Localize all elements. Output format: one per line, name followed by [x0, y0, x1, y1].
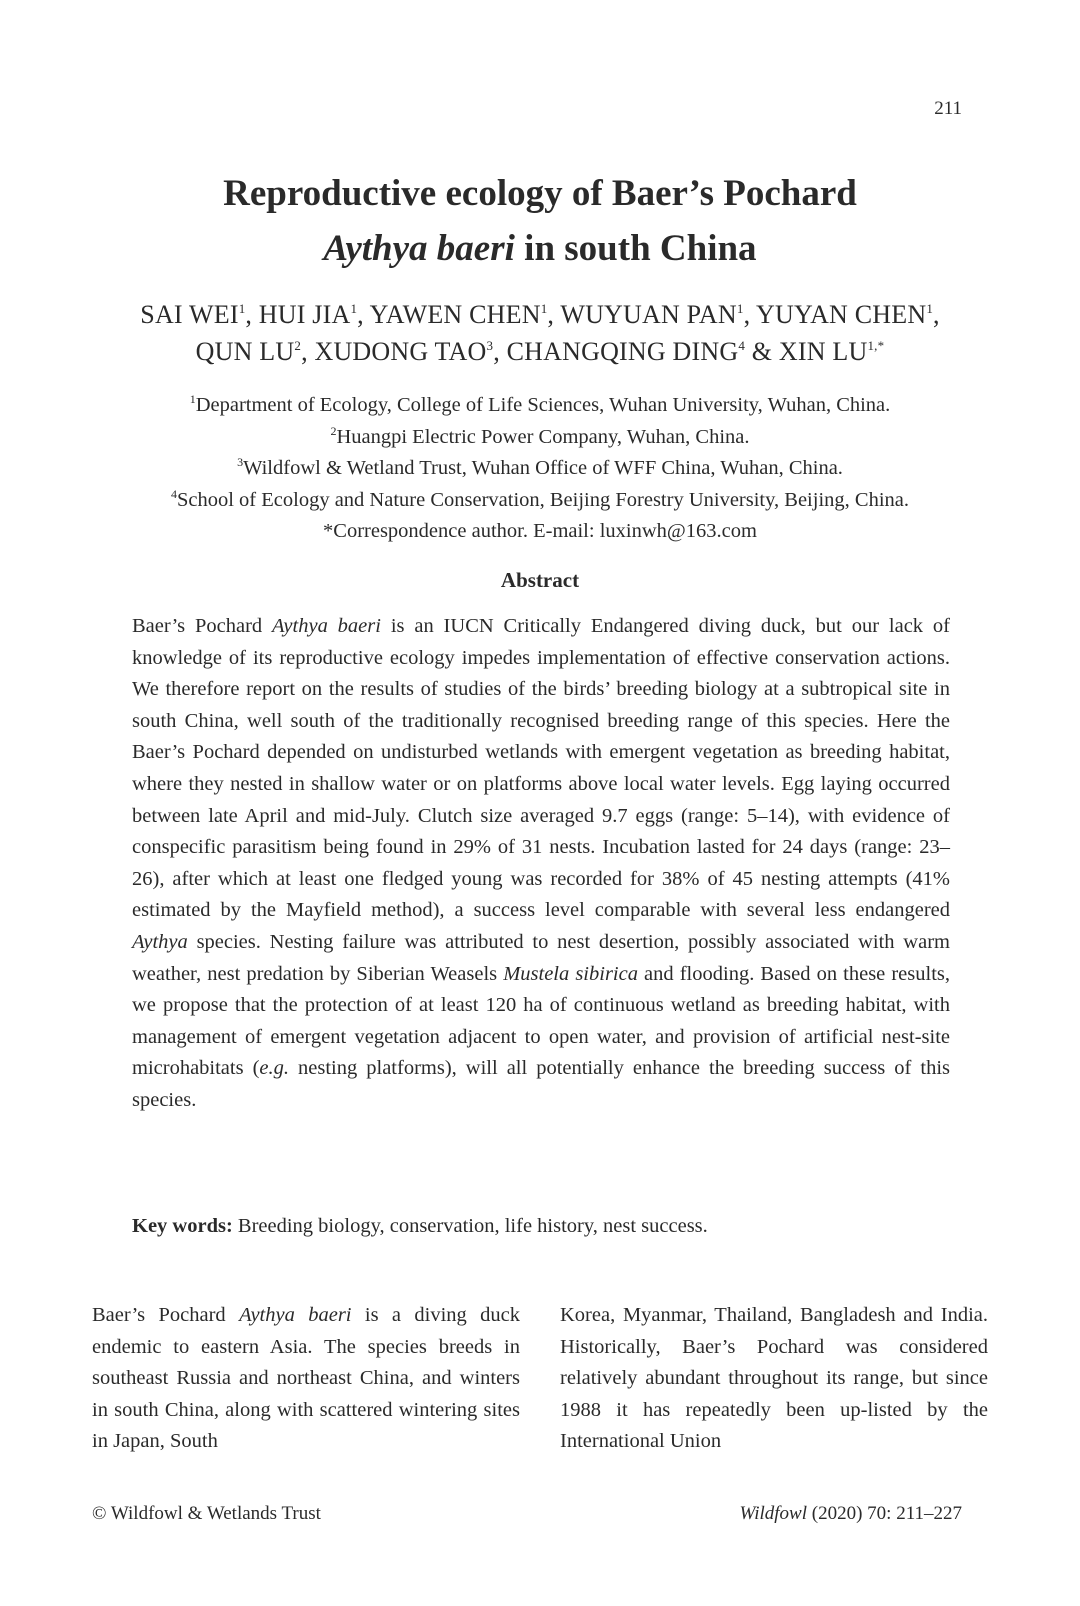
author-affiliation-marker: 1 [736, 301, 744, 316]
page-number: 211 [934, 98, 962, 119]
author: QUN LU [195, 337, 295, 366]
affiliation: $^3$Wildfowl & Wetland Trust, Wuhan Office of WFF China, Wuhan, China. [237, 455, 843, 479]
author: XIN LU [778, 337, 868, 366]
affiliation: $^4$School of Ecology and Nature Conservation, Beijing Forestry University, Beijing, China. [170, 486, 909, 511]
author-affiliation-marker: 2 [294, 338, 302, 353]
author: HUI JIA [258, 300, 351, 329]
copyright-footer: © Wildfowl & Wetlands Trust [92, 1503, 321, 1524]
author-affiliation-marker: 3 [486, 338, 494, 353]
author: SAI WEI [140, 300, 239, 329]
keywords-text: Breeding biology, conservation, life history, nest success. [232, 1215, 708, 1237]
author-affiliation-marker: 1 [926, 301, 934, 316]
author: XUDONG TAO [314, 337, 487, 366]
title-line-1: Reproductive ecology of Baer’s Pochard [223, 173, 857, 214]
author: WUYUAN PAN [560, 300, 737, 329]
author: YUYAN CHEN [756, 300, 927, 329]
author-list: SAI WEI$^1$, HUI JIA$^1$, YAWEN CHEN$^1$, WUYUAN PAN$^1$, YUYAN CHEN$^1$, QUN $LU^2$, XUDONG TAO$^3$, CHANGQING DING$^4$ & XIN $LU^{1,*}$ [140, 300, 940, 366]
keywords [132, 1211, 950, 1241]
abstract-body: Baer’s Pochard Aythya baeri is an IUCN Critically Endangered diving duck, but our lack of knowledge of its reproductive ecology impedes implementation of effective conservation actions. We therefore report on the results of studies of the birds’ breeding biology at a subtropical site in south China, well south of the traditionally recognised breeding range of this species. Here the Baer’s Pochard depended on undisturbed wetlands with emergent vegetation as breeding habitat, where they nested in shallow water or on platforms above local water levels. Egg laying occurred between late April and mid-July. Clutch size averaged 9.7 eggs (range: 5–14), with evidence of conspecific parasitism being found in 29% of 31 nests. Incubation lasted for 24 days (range: 23–26), after which at least one fledged young was recorded for 38% of 45 nesting attempts (41% estimated by the Mayfield method), a success level comparable with several less endangered Aythya species. Nesting failure was attributed to nest desertion, possibly associated with warm weather, nest predation by Siberian Weasels Mustela sibirica and flooding. Based on these results, we propose that the protection of at least 120 ha of continuous wetland as breeding habitat, with management of emergent vegetation adjacent to open water, and provision of artificial nest-site microhabitats (e.g. nesting platforms), will all potentially enhance the breeding success of this species. [132, 615, 951, 1111]
abstract-heading: Abstract [500, 568, 580, 592]
title-species-name: Aythya baeri [323, 228, 515, 269]
article-title [0, 166, 1080, 276]
author: YAWEN CHEN [369, 300, 541, 329]
affiliation-list [60, 390, 1020, 548]
correspondence: *Correspondence author. E-mail: luxinwh@163.com [323, 520, 757, 542]
body-column-right: Korea, Myanmar, Thailand, Bangladesh and India. Historically, Baer’s Pochard was considered relatively abundant throughout its range, but since 1988 it has repeatedly been up-listed by the International Union [560, 1304, 988, 1452]
author-affiliation-marker: 4 [738, 338, 746, 353]
affiliation: $^1$Department of Ecology, College of Life Sciences, Wuhan University, Wuhan, China. [189, 392, 891, 416]
author: CHANGQING DING [506, 337, 739, 366]
keywords-label: Key words: [132, 1215, 233, 1237]
journal-citation-footer: Wildfowl (2020) 70: 211–227 [739, 1503, 962, 1524]
author-affiliation-marker: 1 [350, 301, 358, 316]
author-affiliation-marker: 1 [238, 301, 246, 316]
affiliation: $^2$Huangpi Electric Power Company, Wuhan, China. [330, 423, 750, 448]
body-column-left: Baer’s Pochard Aythya baeri is a diving duck endemic to eastern Asia. The species breeds in southeast Russia and northeast China, and winters in south China, along with scattered wintering sites in Japan, South [92, 1304, 521, 1452]
author-affiliation-marker: 1,* [867, 338, 885, 353]
title-line-2-rest: in south China [514, 228, 757, 269]
author-affiliation-marker: 1 [540, 301, 548, 316]
